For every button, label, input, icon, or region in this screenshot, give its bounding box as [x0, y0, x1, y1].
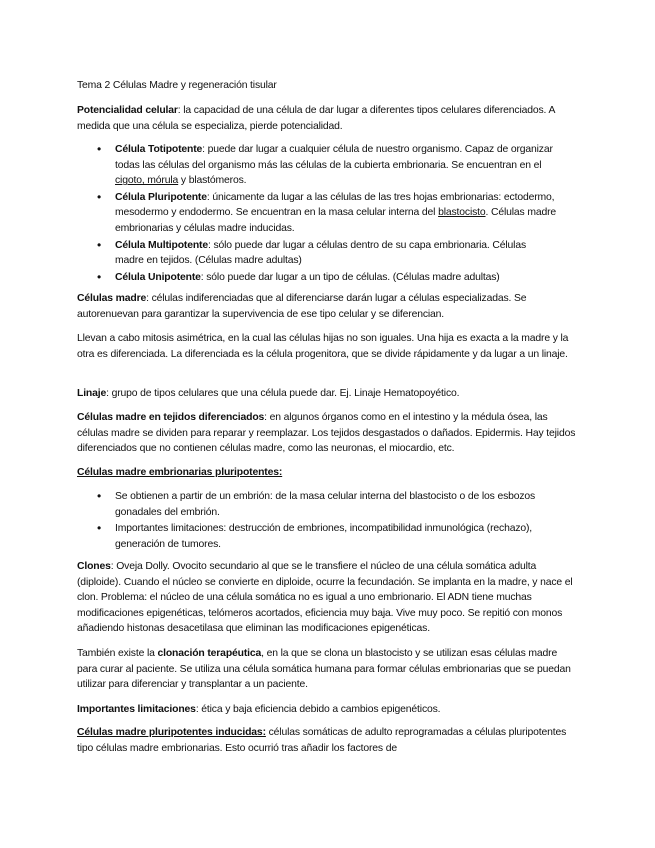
paragraph-clonacion — [77, 646, 577, 693]
text-inducidas: células somáticas de adulto reprogramadas a células pluripotentes tipo células madre embrionarias. Esto ocurrió tras añadir los factores de — [77, 727, 567, 754]
underlined-cigoto: cigoto, mórula — [115, 175, 179, 187]
paragraph-potencialidad — [77, 103, 577, 134]
term-tejidos: Células madre en tejidos diferenciados — [77, 412, 265, 423]
underlined-blastocisto: blastocisto — [438, 207, 486, 219]
list-item: • Se obtienen a partir de un embrión: de la masa celular interna del blastocisto o de los esbozos gonadales del embrión. — [97, 489, 557, 520]
list-item — [97, 270, 557, 286]
text-clones: : Oveja Dolly. Ovocito secundario al que se le transfiere el núcleo de una célula somática adulta (diploide). Cuando el núcleo se convierte en diploide, ocurre la fecundación. Se implanta en la madre, y nace el clon. Problema: el núcleo de una célula somática no es igual a uno embrionario. El ADN tiene muchas modificaciones epigenéticas, telómeros acortados, eficiencia muy baja. Vive muy poco. Se repitió con monos añadiendo histonas desacetilasa que eliminan las modificaciones epigenéticas. — [77, 561, 573, 635]
list-item — [97, 190, 557, 237]
term-limitaciones: Importantes limitaciones — [77, 704, 196, 715]
text-pluripotente-end: . Células madre embrionarias y células madre inducidas. — [115, 207, 557, 234]
text-clonacion-after: , en la que se clona un blastocisto y se utilizan esas células madre para curar al paciente. Se utiliza una célula somática humana para formar células embrionarias que se puedan utilizar para diferenciar y transplantar a un paciente. — [77, 648, 571, 691]
embrionarias-list — [97, 489, 557, 553]
text-tejidos: : en algunos órganos como en el intestino y la médula ósea, las células madre se dividen para reparar y reemplazar. Los tejidos desgastados o dañados. Epidermis. Hay tejidos diferenciados que no contienen células madre, como las neuronas, el miocardio, etc. — [77, 412, 576, 455]
paragraph-clones — [77, 559, 577, 637]
heading-embrionarias: Células madre embrionarias pluripotentes: — [77, 467, 283, 478]
text-unipotente: : sólo puede dar lugar a un tipo de células. (Células madre adultas) — [200, 271, 500, 283]
text-limitaciones: : ética y baja eficiencia debido a cambios epigenéticos. — [195, 704, 441, 715]
term-multipotente: Célula Multipotente — [115, 239, 208, 251]
term-totipotente: Célula Totipotente — [115, 144, 203, 155]
term-potencialidad: Potencialidad celular — [77, 105, 178, 116]
list-item: • Importantes limitaciones: destrucción de embriones, incompatibilidad inmunológica (rechazo), generación de tumores. — [97, 521, 557, 552]
paragraph-limitaciones — [77, 702, 577, 718]
text-pluripotente: : únicamente da lugar a las células de las tres hojas embrionarias: ectodermo, mesodermo y endodermo. Se encuentran en la masa celular interna del — [115, 191, 555, 219]
potency-list — [97, 142, 557, 286]
document-title: Tema 2 Células Madre y regeneración tisular — [77, 80, 277, 91]
paragraph-celulas-madre — [77, 291, 577, 322]
text-totipotente-end: y blastómeros. — [178, 175, 247, 187]
term-celulas-madre: Células madre — [77, 293, 147, 304]
term-clones: Clones — [77, 561, 111, 572]
term-pluripotente: Célula Pluripotente — [115, 191, 207, 203]
term-clonacion: clonación terapéutica — [157, 648, 262, 659]
list-item — [97, 238, 557, 269]
paragraph-tejidos — [77, 410, 577, 457]
text-multipotente: : sólo puede dar lugar a células dentro de su capa embrionaria. Células madre en tejidos. (Células madre adultas) — [115, 239, 526, 267]
term-unipotente: Célula Unipotente — [115, 271, 201, 283]
paragraph-linaje — [77, 386, 577, 402]
text-celulas-madre: : células indiferenciadas que al diferenciarse darán lugar a células especializadas. Se autorenuevan para garantizar la supervivencia de ese tipo celular y se diferencian. — [77, 293, 527, 320]
paragraph-inducidas — [77, 725, 577, 756]
term-linaje: Linaje — [77, 388, 107, 399]
paragraph-mitosis: Llevan a cabo mitosis asimétrica, en la cual las células hijas no son iguales. Una hija es exacta a la madre y la otra es diferenciada. La diferenciada es la célula progenitora, que se divide rápidamente y da lugar a un linaje. — [77, 333, 569, 360]
text-clonacion-before: También existe la — [77, 648, 158, 659]
text-totipotente: : puede dar lugar a cualquier célula de nuestro organismo. Capaz de organizar todas las células del organismo más las células de la cubierta embrionaria. Se encuentran en el — [115, 144, 553, 171]
term-inducidas: Células madre pluripotentes inducidas: — [77, 727, 266, 738]
list-item — [97, 142, 557, 189]
text-linaje: : grupo de tipos celulares que una célula puede dar. Ej. Linaje Hematopoyético. — [106, 388, 460, 399]
text-potencialidad: : la capacidad de una célula de dar lugar a diferentes tipos celulares diferenciados. A medida que una célula se especializa, pierde potencialidad. — [77, 105, 555, 132]
